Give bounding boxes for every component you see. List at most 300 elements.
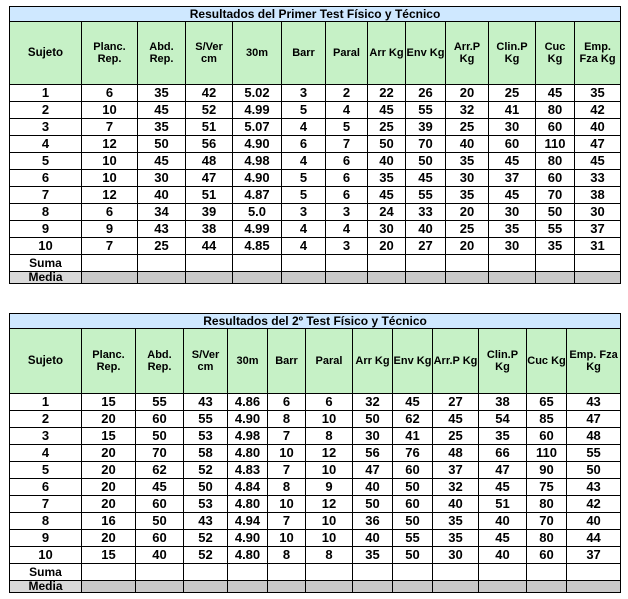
column-header: Arr.P Kg [433,329,479,394]
column-header: Abd. Rep. [136,329,184,394]
column-header: Paral [326,22,368,85]
table-cell: 70 [527,513,567,530]
sum-cell[interactable] [136,564,184,581]
table-cell: 10 [82,153,138,170]
table-cell: 58 [184,445,228,462]
media-cell[interactable] [186,272,233,284]
table-cell: 10 [268,445,306,462]
table-cell: 65 [527,394,567,411]
table-cell: 40 [138,187,186,204]
column-header: S/Ver cm [184,329,228,394]
sum-cell[interactable] [138,255,186,272]
table-cell: 50 [136,428,184,445]
table-cell: 4.86 [228,394,268,411]
table-cell: 45 [433,411,479,428]
table-cell: 55 [393,530,433,547]
table-cell: 12 [306,496,353,513]
media-cell[interactable] [136,581,184,593]
sum-cell[interactable] [446,255,489,272]
table-cell: 6 [326,170,368,187]
table-cell: 7 [82,119,138,136]
column-header: Clin.P Kg [479,329,527,394]
media-cell[interactable] [527,581,567,593]
table-cell: 3 [326,204,368,221]
table-cell: 30 [489,204,536,221]
media-cell[interactable] [306,581,353,593]
table-cell: 32 [446,102,489,119]
subject-id-cell: 1 [10,85,82,102]
table-title-row [10,7,621,22]
table-cell: 5.0 [233,204,282,221]
sum-cell[interactable] [282,255,326,272]
table-cell: 36 [353,513,393,530]
media-cell[interactable] [353,581,393,593]
media-cell[interactable] [536,272,575,284]
table-row [10,513,621,530]
table-title: Resultados del 2º Test Físico y Técnico [10,314,621,329]
sum-cell[interactable] [306,564,353,581]
first-test-table [9,6,621,284]
sum-cell[interactable] [233,255,282,272]
table-cell: 6 [326,187,368,204]
table-cell: 50 [353,496,393,513]
media-cell[interactable] [82,272,138,284]
table-cell: 4 [282,238,326,255]
media-cell[interactable] [433,581,479,593]
table-cell: 37 [567,547,621,564]
table-cell: 110 [536,136,575,153]
subject-id-cell: 6 [10,170,82,187]
table-cell: 4.90 [233,136,282,153]
table-cell: 24 [368,204,406,221]
table-cell: 70 [406,136,446,153]
column-header: Arr.P Kg [446,22,489,85]
table-row [10,479,621,496]
sum-cell[interactable] [82,255,138,272]
table-cell: 43 [184,394,228,411]
table-cell: 20 [446,238,489,255]
column-header: Arr Kg [353,329,393,394]
table-cell: 60 [136,530,184,547]
table-cell: 48 [433,445,479,462]
table-cell: 51 [479,496,527,513]
column-header: Planc. Rep. [82,329,136,394]
table-row [10,394,621,411]
table-title: Resultados del Primer Test Físico y Técnico [10,7,621,22]
table-cell: 25 [446,119,489,136]
table-cell: 35 [138,119,186,136]
table-cell: 20 [82,479,136,496]
table-cell: 52 [186,102,233,119]
table-cell: 20 [446,204,489,221]
table-cell: 66 [479,445,527,462]
table-cell: 85 [527,411,567,428]
table-cell: 53 [184,496,228,513]
table-cell: 40 [567,513,621,530]
column-header: Emp. Fza Kg [575,22,621,85]
table-cell: 43 [138,221,186,238]
media-cell[interactable] [479,581,527,593]
table-cell: 8 [268,547,306,564]
table-cell: 50 [393,513,433,530]
table-cell: 34 [138,204,186,221]
subject-id-cell: 5 [10,153,82,170]
media-cell[interactable] [282,272,326,284]
table-cell: 40 [446,136,489,153]
table-cell: 42 [567,496,621,513]
table-cell: 50 [353,411,393,428]
subject-id-cell: 5 [10,462,82,479]
table-cell: 10 [268,496,306,513]
table-cell: 10 [82,102,138,119]
column-header: Cuc Kg [536,22,575,85]
table-cell: 5 [282,170,326,187]
table-cell: 4.80 [228,547,268,564]
table-cell: 40 [353,530,393,547]
table-cell: 48 [567,428,621,445]
sum-cell[interactable] [433,564,479,581]
table-cell: 15 [82,428,136,445]
media-cell[interactable] [489,272,536,284]
subject-id-cell: 4 [10,445,82,462]
media-cell[interactable] [82,581,136,593]
table-cell: 35 [536,238,575,255]
table-cell: 60 [536,119,575,136]
table-cell: 51 [186,119,233,136]
table-cell: 8 [268,411,306,428]
sum-cell[interactable] [186,255,233,272]
table-row [10,204,621,221]
media-cell[interactable] [184,581,228,593]
sum-cell[interactable] [567,564,621,581]
media-cell[interactable] [326,272,368,284]
table-cell: 44 [186,238,233,255]
table-cell: 60 [136,496,184,513]
sum-cell[interactable] [368,255,406,272]
column-header-row [10,22,621,85]
table-cell: 4.90 [228,530,268,547]
sum-cell[interactable] [575,255,621,272]
table-cell: 110 [527,445,567,462]
table-cell: 31 [575,238,621,255]
subject-id-cell: 9 [10,530,82,547]
table-cell: 5.07 [233,119,282,136]
table-cell: 8 [306,547,353,564]
table-cell: 30 [489,238,536,255]
column-header: 30m [228,329,268,394]
table-cell: 38 [575,187,621,204]
media-cell[interactable] [268,581,306,593]
table-cell: 33 [406,204,446,221]
media-cell[interactable] [575,272,621,284]
table-cell: 40 [575,119,621,136]
table-cell: 10 [306,513,353,530]
subject-id-cell: 7 [10,187,82,204]
table-cell: 45 [138,153,186,170]
media-cell[interactable] [446,272,489,284]
media-row [10,272,621,284]
table-row [10,119,621,136]
sum-label: Suma [10,564,82,581]
table-cell: 30 [433,547,479,564]
table-cell: 35 [138,85,186,102]
table-cell: 4.83 [228,462,268,479]
table-cell: 6 [306,394,353,411]
table-cell: 5.02 [233,85,282,102]
table-cell: 55 [406,187,446,204]
table-cell: 4 [282,153,326,170]
table-cell: 35 [575,85,621,102]
table-cell: 30 [446,170,489,187]
table-cell: 30 [489,119,536,136]
table-cell: 47 [186,170,233,187]
subject-id-cell: 10 [10,238,82,255]
table-cell: 26 [406,85,446,102]
table-row [10,170,621,187]
table-cell: 70 [136,445,184,462]
sum-cell[interactable] [326,255,368,272]
table-cell: 50 [138,136,186,153]
table-cell: 22 [368,85,406,102]
table-cell: 7 [82,238,138,255]
table-cell: 4.90 [228,411,268,428]
table-cell: 35 [446,187,489,204]
table-cell: 4.80 [228,445,268,462]
table-cell: 40 [136,547,184,564]
table-title-row [10,314,621,329]
table-cell: 60 [393,496,433,513]
table-cell: 47 [575,136,621,153]
table-cell: 70 [536,187,575,204]
table-cell: 41 [489,102,536,119]
table-cell: 3 [282,204,326,221]
table-cell: 45 [138,102,186,119]
table-cell: 52 [184,547,228,564]
table-row [10,85,621,102]
table-cell: 37 [489,170,536,187]
table-cell: 45 [575,153,621,170]
column-header: Abd. Rep. [138,22,186,85]
subject-id-cell: 8 [10,513,82,530]
table-cell: 6 [82,204,138,221]
table-cell: 45 [406,170,446,187]
table-row [10,102,621,119]
subject-id-cell: 4 [10,136,82,153]
media-cell[interactable] [233,272,282,284]
table-cell: 56 [186,136,233,153]
subject-id-cell: 3 [10,119,82,136]
subject-id-cell: 9 [10,221,82,238]
subject-id-cell: 10 [10,547,82,564]
table-cell: 50 [406,153,446,170]
media-cell[interactable] [138,272,186,284]
table-cell: 45 [479,479,527,496]
table-cell: 54 [479,411,527,428]
sum-cell[interactable] [268,564,306,581]
table-cell: 38 [186,221,233,238]
table-cell: 25 [446,221,489,238]
table-cell: 12 [306,445,353,462]
table-row [10,187,621,204]
table-cell: 43 [567,479,621,496]
table-cell: 4 [282,221,326,238]
table-cell: 20 [82,462,136,479]
table-cell: 56 [353,445,393,462]
media-label: Media [10,581,82,593]
media-cell[interactable] [393,581,433,593]
table-cell: 40 [353,479,393,496]
table-cell: 55 [536,221,575,238]
table-cell: 60 [489,136,536,153]
table-cell: 8 [306,428,353,445]
table-cell: 27 [433,394,479,411]
column-header-row [10,329,621,394]
column-header: Barr [282,22,326,85]
table-cell: 40 [479,513,527,530]
table-cell: 55 [184,411,228,428]
table-cell: 27 [406,238,446,255]
table-cell: 20 [82,530,136,547]
table-cell: 9 [306,479,353,496]
table-cell: 20 [82,445,136,462]
table-cell: 62 [136,462,184,479]
table-cell: 50 [184,479,228,496]
table-cell: 38 [479,394,527,411]
table-cell: 76 [393,445,433,462]
table-cell: 45 [536,85,575,102]
table-cell: 60 [527,428,567,445]
column-header: Arr Kg [368,22,406,85]
media-cell[interactable] [567,581,621,593]
table-cell: 32 [433,479,479,496]
table-cell: 4.94 [228,513,268,530]
table-cell: 9 [82,221,138,238]
table-cell: 10 [306,530,353,547]
media-cell[interactable] [406,272,446,284]
subject-id-cell: 2 [10,411,82,428]
table-cell: 4 [326,221,368,238]
table-cell: 42 [575,102,621,119]
table-cell: 7 [268,513,306,530]
column-header: Sujeto [10,329,82,394]
table-cell: 80 [527,530,567,547]
table-cell: 25 [489,85,536,102]
table-cell: 35 [446,153,489,170]
table-cell: 45 [479,530,527,547]
table-cell: 5 [282,102,326,119]
table-cell: 30 [368,221,406,238]
table-cell: 37 [575,221,621,238]
table-cell: 4.84 [228,479,268,496]
table-cell: 10 [306,411,353,428]
table-cell: 43 [567,394,621,411]
table-cell: 30 [575,204,621,221]
table-cell: 50 [393,547,433,564]
table-cell: 2 [326,85,368,102]
table-cell: 4.98 [233,153,282,170]
table-cell: 45 [393,394,433,411]
table-cell: 80 [536,153,575,170]
table-cell: 35 [368,170,406,187]
media-cell[interactable] [368,272,406,284]
table-cell: 47 [567,411,621,428]
sum-cell[interactable] [406,255,446,272]
table-cell: 4 [282,119,326,136]
table-cell: 6 [282,136,326,153]
sum-cell[interactable] [184,564,228,581]
table-cell: 10 [306,462,353,479]
table-cell: 4.85 [233,238,282,255]
column-header: Clin.P Kg [489,22,536,85]
table-cell: 39 [406,119,446,136]
table-cell: 4.99 [233,102,282,119]
table-cell: 12 [82,187,138,204]
table-row [10,136,621,153]
table-row [10,547,621,564]
table-cell: 7 [268,428,306,445]
sum-cell[interactable] [527,564,567,581]
sum-cell[interactable] [489,255,536,272]
column-header: Cuc Kg [527,329,567,394]
table-cell: 3 [282,85,326,102]
table-row [10,445,621,462]
table-cell: 10 [82,170,138,187]
table-cell: 62 [393,411,433,428]
table-cell: 47 [353,462,393,479]
sum-cell[interactable] [228,564,268,581]
table-cell: 80 [536,102,575,119]
sum-label: Suma [10,255,82,272]
table-row [10,462,621,479]
table-cell: 90 [527,462,567,479]
table-cell: 75 [527,479,567,496]
sum-cell[interactable] [353,564,393,581]
table-cell: 35 [433,513,479,530]
table-cell: 50 [567,462,621,479]
table-cell: 3 [326,238,368,255]
table-cell: 60 [393,462,433,479]
table-cell: 45 [368,102,406,119]
sum-cell[interactable] [393,564,433,581]
table-cell: 50 [536,204,575,221]
table-cell: 35 [489,221,536,238]
sum-cell[interactable] [479,564,527,581]
table-cell: 5 [326,119,368,136]
table-row [10,221,621,238]
sum-cell[interactable] [536,255,575,272]
table-cell: 20 [446,85,489,102]
column-header: Emp. Fza Kg [567,329,621,394]
table-cell: 45 [489,187,536,204]
table-cell: 25 [368,119,406,136]
table-cell: 5 [282,187,326,204]
table-cell: 60 [136,411,184,428]
column-header: S/Ver cm [186,22,233,85]
table-cell: 40 [368,153,406,170]
column-header: Planc. Rep. [82,22,138,85]
subject-id-cell: 7 [10,496,82,513]
table-cell: 45 [368,187,406,204]
table-cell: 4.80 [228,496,268,513]
media-row [10,581,621,593]
column-header: Env Kg [393,329,433,394]
table-cell: 25 [138,238,186,255]
media-cell[interactable] [228,581,268,593]
table-cell: 51 [186,187,233,204]
table-cell: 6 [268,394,306,411]
table-cell: 12 [82,136,138,153]
sum-cell[interactable] [82,564,136,581]
